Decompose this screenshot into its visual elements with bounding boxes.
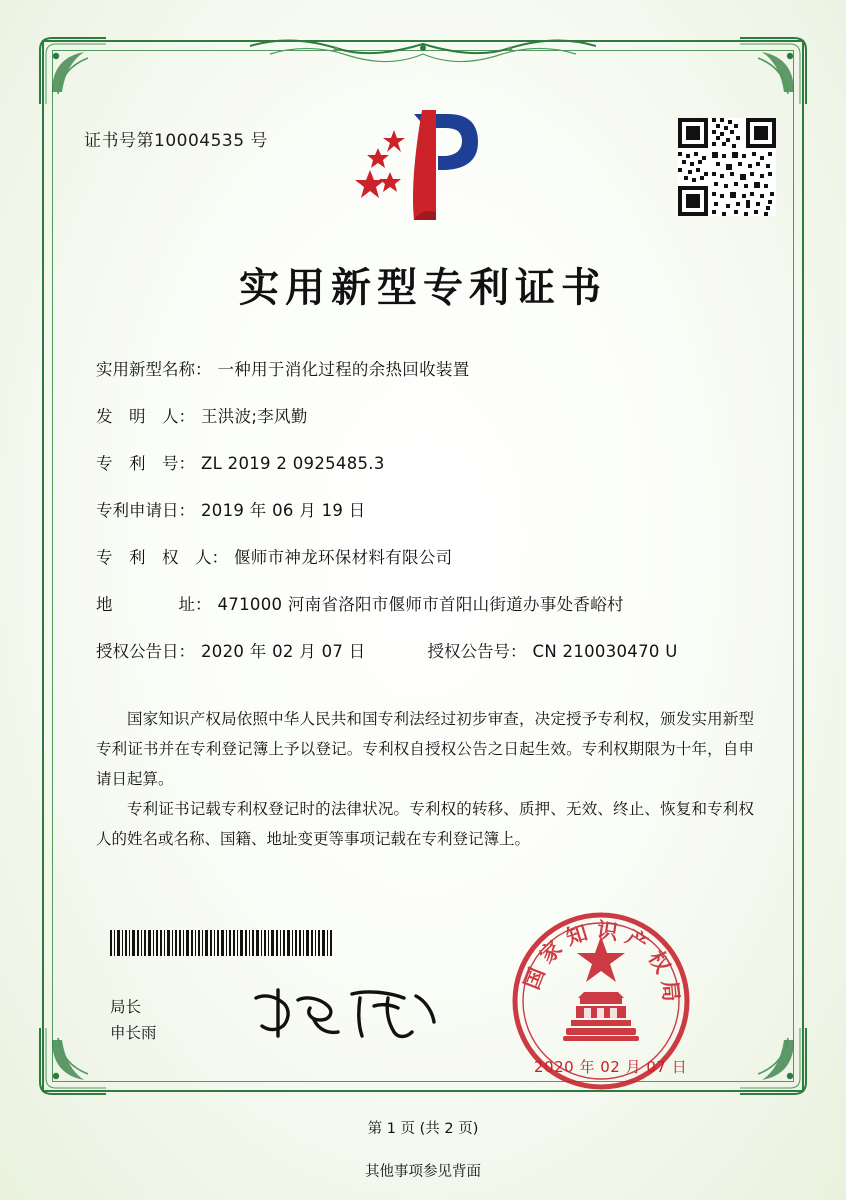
handwritten-signature [248,980,448,1046]
legal-paragraph-1: 国家知识产权局依照中华人民共和国专利法经过初步审查，决定授予专利权，颁发实用新型专利证书并在专利登记簿上予以登记。专利权自授权公告之日起生效。专利权期限为十年，自申请日起算。 [96,710,754,788]
field-value: 一种用于消化过程的余热回收装置 [217,360,470,379]
field-address [96,591,756,615]
field-value: ZL 2019 2 0925485.3 [201,454,385,473]
field-value: 2019 年 06 月 19 日 [201,501,366,520]
legal-paragraph-2: 专利证书记载专利权登记时的法律状况。专利权的转移、质押、无效、终止、恢复和专利权人的姓名或名称、国籍、地址变更等事项记载在专利登记簿上。 [96,800,754,848]
barcode [110,930,334,956]
svg-text:国家知识产权局: 国家知识产权局 [519,917,684,1010]
field-label: 地 址： [96,595,212,614]
seal-date: 2020 年 02 月 07 日 [534,1058,688,1076]
field-grant-row [96,638,756,662]
grant-date-label: 授权公告日： [96,642,195,661]
page-title: 实用新型专利证书 [239,265,607,311]
director-title-label: 局长 [110,998,142,1016]
qr-code [678,118,776,216]
field-patentee [96,544,756,568]
page-indicator: 第 1 页 (共 2 页) [367,1121,479,1137]
grant-number-value: CN 210030470 U [532,642,678,661]
field-label: 专 利 权 人： [96,548,228,567]
grant-number-label: 授权公告号： [427,642,527,661]
footnote: 其他事项参见背面 [365,1164,481,1180]
director-name: 申长雨 [110,1024,157,1042]
legal-text [96,704,754,854]
field-label: 发 明 人： [96,407,195,426]
top-edge-ornament-icon [250,34,596,78]
field-patent-number [96,450,756,474]
field-value: 471000 河南省洛阳市偃师市首阳山街道办事处香峪村 [217,595,624,614]
field-label: 实用新型名称： [96,360,212,379]
director-block [110,994,157,1046]
field-value: 王洪波;李风勤 [201,407,308,426]
field-label: 专利申请日： [96,501,195,520]
certificate-fields [96,356,756,680]
field-label: 专 利 号： [96,454,195,473]
certificate-number: 证书号第10004535 号 [84,131,268,151]
grant-date-value: 2020 年 02 月 07 日 [201,642,366,661]
cnipa-logo-icon [352,108,484,226]
field-utility-model-name [96,356,756,380]
field-application-date [96,497,756,521]
field-inventor [96,403,756,427]
field-value: 偃师市神龙环保材料有限公司 [234,548,453,567]
